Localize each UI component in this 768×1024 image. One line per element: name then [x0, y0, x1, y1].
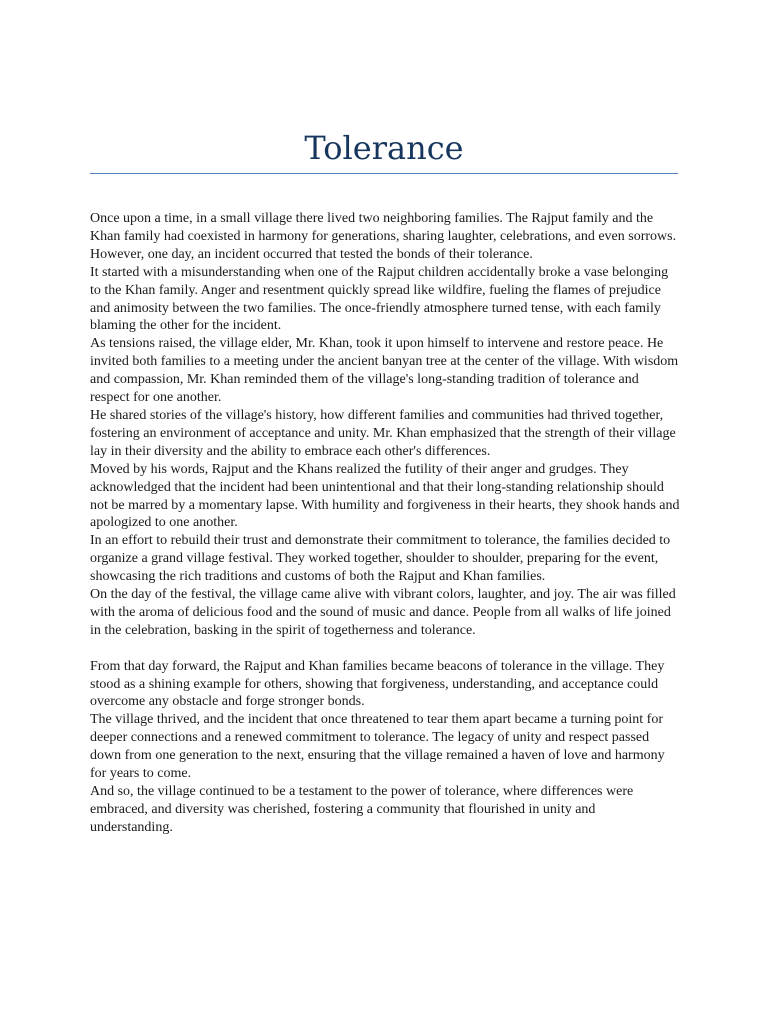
paragraph-3: As tensions raised, the village elder, Mr. Khan, took it upon himself to intervene and restore peace. He invited both families to a meeting under the ancient banyan tree at the center of the village. With wisdom and compassion, Mr. Khan reminded them of the village's long-standing tradition of tolerance and respect for one another.	[90, 336, 679, 406]
paragraph-9: The village thrived, and the incident that once threatened to tear them apart became a turning point for deeper connections and a renewed commitment to tolerance. The legacy of unity and respect passed down from one generation to the next, ensuring that the village remained a haven of love and harmony for years to come.	[90, 712, 665, 782]
paragraph-10: And so, the village continued to be a testament to the power of tolerance, where differences were embraced, and diversity was cherished, fostering a community that flourished in unity and understanding.	[90, 783, 634, 835]
paragraph-1: Once upon a time, in a small village there lived two neighboring families. The Rajput family and the Khan family had coexisted in harmony for generations, sharing laughter, celebrations, and even sorrows. However, one day, an incident occurred that tested the bonds of their tolerance.	[90, 211, 677, 262]
paragraph-2: It started with a misunderstanding when one of the Rajput children accidentally broke a vase belonging to the Khan family. Anger and resentment quickly spread like wildfire, fueling the flames of prejudice and animosity between the two families. The once-friendly atmosphere turned tense, with each family blaming the other for the incident.	[90, 264, 669, 334]
paragraph-4: He shared stories of the village's history, how different families and communities had thrived together, fostering an environment of acceptance and unity. Mr. Khan emphasized that the strength of their village lay in their diversity and the ability to embrace each other's differences.	[90, 407, 676, 459]
paragraph-7: On the day of the festival, the village came alive with vibrant colors, laughter, and joy. The air was filled with the aroma of delicious food and the sound of music and dance. People from all walks of life joined in the celebration, basking in the spirit of togetherness and tolerance.	[90, 587, 676, 638]
document-body	[90, 210, 680, 837]
paragraph-5: Moved by his words, Rajput and the Khans realized the futility of their anger and grudges. They acknowledged that the incident had been unintentional and that their long-standing relationship should not be marred by a momentary lapse. With humility and forgiveness in their hearts, they shook hands and apologized to one another.	[90, 461, 680, 531]
document-title: Tolerance	[304, 129, 464, 167]
title-underline-rule	[90, 173, 678, 174]
paragraph-6: In an effort to rebuild their trust and demonstrate their commitment to tolerance, the families decided to organize a grand village festival. They worked together, shoulder to shoulder, preparing for the event, showcasing the rich traditions and customs of both the Rajput and Khan families.	[90, 533, 671, 585]
paragraph-8: From that day forward, the Rajput and Khan families became beacons of tolerance in the village. They stood as a shining example for others, showing that forgiveness, understanding, and acceptance could overcome any obstacle and forge stronger bonds.	[90, 658, 665, 710]
